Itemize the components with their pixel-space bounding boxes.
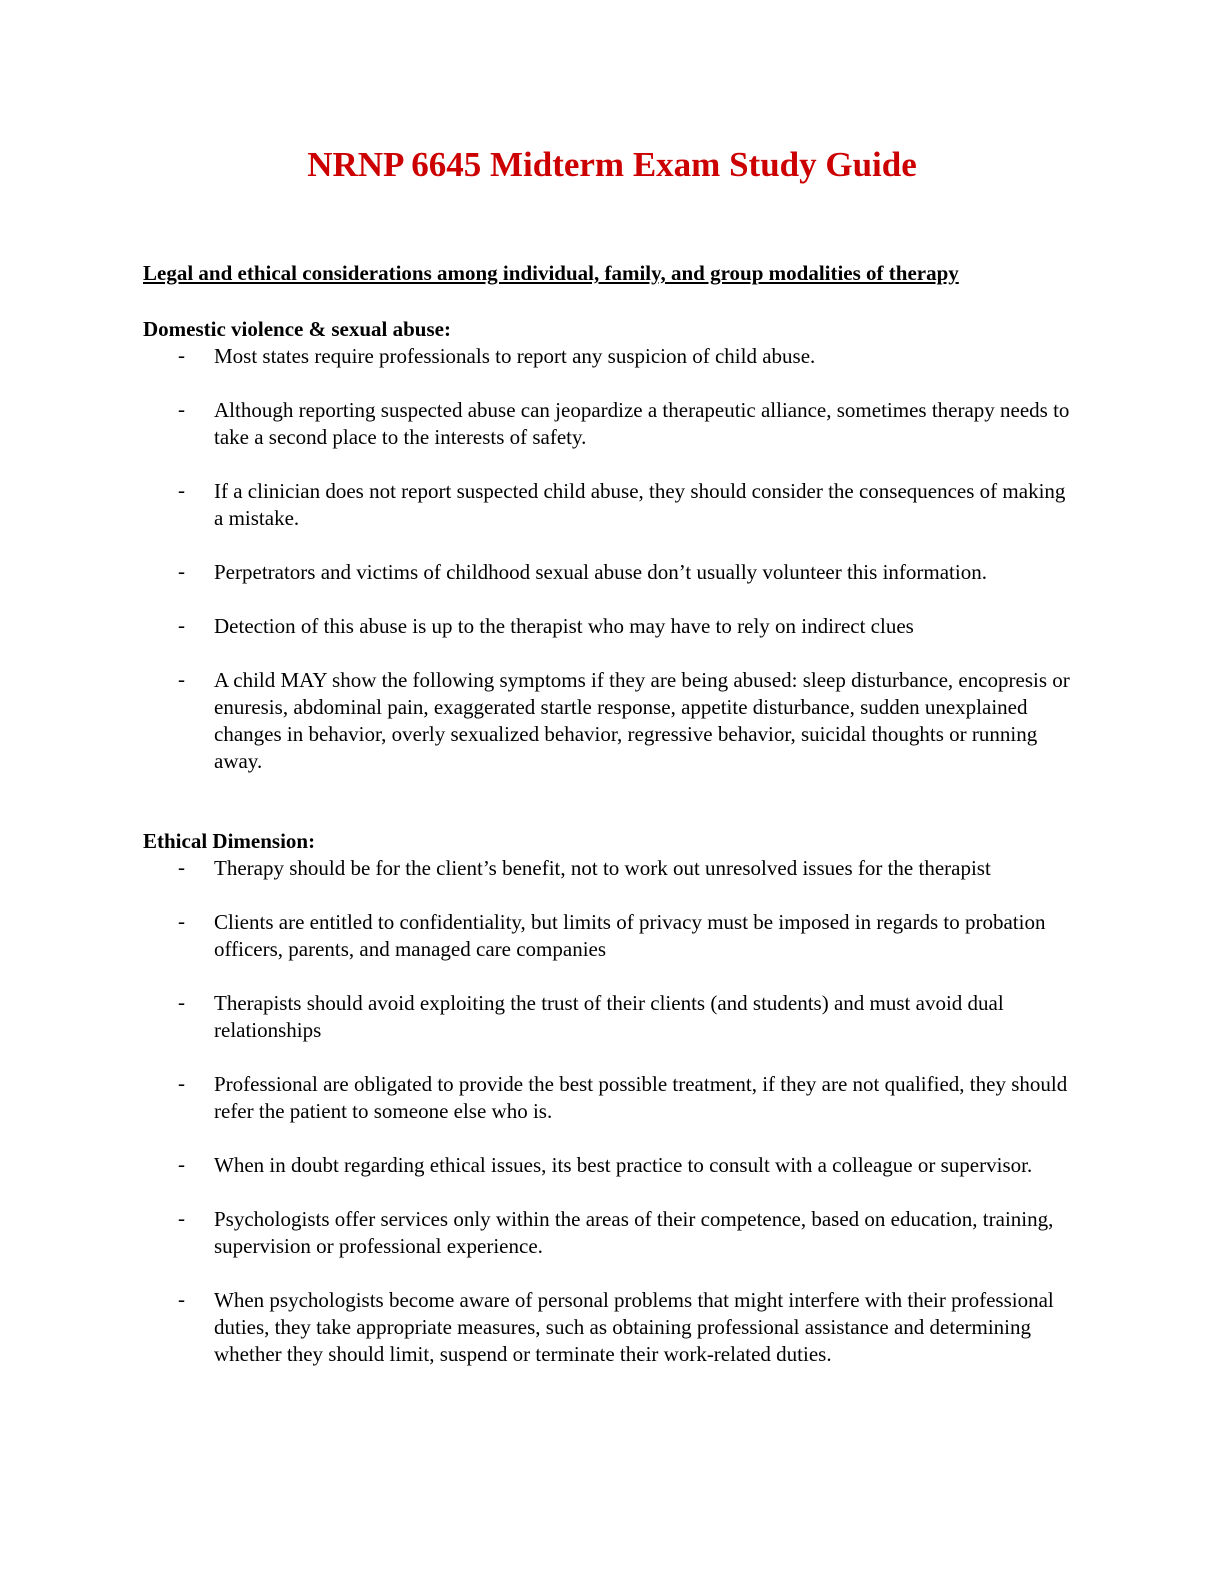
list-item [0, 1206, 1224, 1260]
list-item [0, 1152, 1224, 1179]
list-item [0, 478, 1224, 532]
document-title: NRNP 6645 Midterm Exam Study Guide [307, 145, 917, 184]
dash-bullet-icon: - [178, 1206, 185, 1230]
list-item [0, 613, 1224, 640]
dash-bullet-icon: - [178, 1071, 185, 1095]
list-item-text: Detection of this abuse is up to the therapist who may have to rely on indirect clues [214, 614, 914, 638]
dash-bullet-icon: - [178, 343, 185, 367]
dash-bullet-icon: - [178, 1287, 185, 1311]
section-heading: Legal and ethical considerations among individual, family, and group modalities of therapy [143, 261, 959, 285]
subheading-ethical-dimension: Ethical Dimension: [143, 829, 316, 853]
list-item [0, 855, 1224, 882]
dash-bullet-icon: - [178, 559, 185, 583]
list-item-text: Therapists should avoid exploiting the trust of their clients (and students) and must avoid dual relationships [214, 991, 1004, 1042]
dash-bullet-icon: - [178, 855, 185, 879]
dash-bullet-icon: - [178, 909, 185, 933]
list-item-text: A child MAY show the following symptoms if they are being abused: sleep disturbance, encopresis or enuresis, abdominal pain, exaggerated startle response, appetite disturbance, sudden unexplained changes in behavior, overly sexualized behavior, regressive behavior, suicidal thoughts or running away. [214, 668, 1070, 773]
list-item-text: If a clinician does not report suspected child abuse, they should consider the consequences of making a mistake. [214, 479, 1066, 530]
bullet-list-domestic-violence [0, 343, 1224, 775]
list-item [0, 909, 1224, 963]
list-item-text: Perpetrators and victims of childhood sexual abuse don’t usually volunteer this information. [214, 560, 987, 584]
list-item-text: Professional are obligated to provide the best possible treatment, if they are not qualified, they should refer the patient to someone else who is. [214, 1072, 1068, 1123]
list-item-text: Therapy should be for the client’s benefit, not to work out unresolved issues for the therapist [214, 856, 991, 880]
dash-bullet-icon: - [178, 397, 185, 421]
list-item-text: Clients are entitled to confidentiality, but limits of privacy must be imposed in regards to probation officers, parents, and managed care companies [214, 910, 1046, 961]
list-item-text: Psychologists offer services only within the areas of their competence, based on education, training, supervision or professional experience. [214, 1207, 1054, 1258]
list-item-text: Most states require professionals to report any suspicion of child abuse. [214, 344, 816, 368]
list-item-text: Although reporting suspected abuse can jeopardize a therapeutic alliance, sometimes therapy needs to take a second place to the interests of safety. [214, 398, 1070, 449]
section-ethical-dimension [0, 828, 1224, 1368]
list-item-text: When psychologists become aware of personal problems that might interfere with their professional duties, they take appropriate measures, such as obtaining professional assistance and determining whether they should limit, suspend or terminate their work-related duties. [214, 1288, 1054, 1366]
list-item [0, 1071, 1224, 1125]
list-item [0, 667, 1224, 775]
list-item [0, 343, 1224, 370]
list-item [0, 990, 1224, 1044]
list-item-text: When in doubt regarding ethical issues, its best practice to consult with a colleague or supervisor. [214, 1153, 1033, 1177]
list-item [0, 559, 1224, 586]
list-item [0, 397, 1224, 451]
list-item [0, 1287, 1224, 1368]
bullet-list-ethical-dimension [0, 855, 1224, 1368]
dash-bullet-icon: - [178, 667, 185, 691]
dash-bullet-icon: - [178, 990, 185, 1014]
dash-bullet-icon: - [178, 613, 185, 637]
dash-bullet-icon: - [178, 478, 185, 502]
section-domestic-violence [0, 316, 1224, 775]
dash-bullet-icon: - [178, 1152, 185, 1176]
subheading-domestic-violence: Domestic violence & sexual abuse: [143, 317, 451, 341]
